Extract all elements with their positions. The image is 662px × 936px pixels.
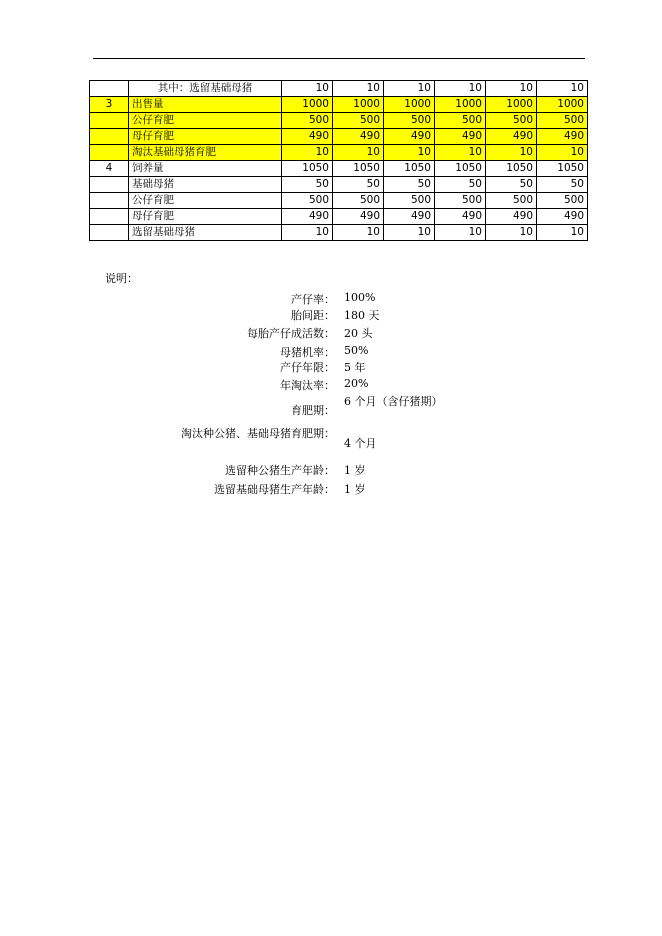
row-value: 500 [384,113,435,129]
row-value: 10 [435,81,486,97]
row-value: 10 [537,81,588,97]
row-label: 选留基础母猪 [129,225,282,241]
row-label: 母仔育肥 [129,129,282,145]
row-label: 公仔育肥 [129,193,282,209]
row-value: 10 [537,145,588,161]
row-value: 10 [384,81,435,97]
note-item [0,462,662,478]
row-value: 50 [486,177,537,193]
row-value: 10 [333,81,384,97]
row-label: 其中：选留基础母猪 [129,81,282,97]
row-label: 基础母猪 [129,177,282,193]
row-value: 490 [282,129,333,145]
row-value: 490 [537,129,588,145]
row-value: 500 [333,113,384,129]
row-value: 490 [435,209,486,225]
row-value: 1050 [537,161,588,177]
note-item [0,291,662,307]
row-value: 490 [384,129,435,145]
note-key: 母猪机率： [280,346,335,359]
row-index [90,225,129,241]
row-value: 10 [384,145,435,161]
row-value: 490 [333,129,384,145]
row-index [90,177,129,193]
row-value: 490 [537,209,588,225]
row-value: 50 [282,177,333,193]
row-value: 10 [486,145,537,161]
table-row [90,225,588,241]
row-value: 10 [282,81,333,97]
row-value: 10 [333,225,384,241]
table-row [90,145,588,161]
row-value: 1000 [537,97,588,113]
row-index: 4 [90,161,129,177]
note-item [0,325,662,341]
row-value: 490 [333,209,384,225]
row-value: 1000 [486,97,537,113]
row-value: 50 [537,177,588,193]
row-value: 10 [537,225,588,241]
notes-title: 说明： [105,272,138,285]
note-item [0,427,662,450]
row-value: 1000 [282,97,333,113]
note-key: 每胎产仔成活数： [247,327,335,340]
row-value: 490 [384,209,435,225]
note-key: 产仔率： [291,293,335,306]
row-value: 490 [486,129,537,145]
row-index [90,81,129,97]
row-value: 1000 [333,97,384,113]
note-key: 选留种公猪生产年龄： [225,464,335,477]
row-value: 10 [282,145,333,161]
note-item [0,395,662,417]
note-value: 20% [344,377,369,390]
row-value: 1000 [384,97,435,113]
row-label: 出售量 [129,97,282,113]
note-value: 50% [344,344,369,357]
note-item [0,307,662,323]
row-value: 500 [537,113,588,129]
table-row [90,161,588,177]
note-key: 胎间距： [291,309,335,322]
row-value: 50 [333,177,384,193]
note-item [0,344,662,360]
note-value: 20 头 [344,327,373,340]
note-value: 1 岁 [344,483,366,496]
row-index [90,209,129,225]
row-value: 1050 [282,161,333,177]
row-value: 10 [333,145,384,161]
table-row [90,97,588,113]
row-label: 公仔育肥 [129,113,282,129]
table-row [90,113,588,129]
row-value: 500 [486,193,537,209]
row-value: 1000 [435,97,486,113]
note-key: 产仔年限： [280,361,335,374]
row-value: 10 [282,225,333,241]
table-row [90,193,588,209]
row-value: 500 [384,193,435,209]
note-key: 年淘汰率： [280,379,335,392]
header-rule [93,58,585,59]
row-value: 500 [435,193,486,209]
row-index [90,145,129,161]
note-key: 育肥期： [291,404,335,417]
note-value: 5 年 [344,361,366,374]
row-value: 500 [282,193,333,209]
note-value: 100% [344,291,376,304]
table-row [90,81,588,97]
row-index [90,129,129,145]
row-value: 10 [435,225,486,241]
note-item [0,377,662,393]
note-value: 1 岁 [344,464,366,477]
row-value: 10 [435,145,486,161]
row-value: 1050 [333,161,384,177]
note-value: 4 个月 [344,437,377,450]
table-row [90,177,588,193]
row-index [90,193,129,209]
row-value: 10 [486,225,537,241]
row-value: 1050 [384,161,435,177]
note-key: 淘汰种公猪、基础母猪育肥期： [181,427,335,440]
note-item [0,359,662,375]
note-key: 选留基础母猪生产年龄： [214,483,335,496]
row-index: 3 [90,97,129,113]
row-value: 500 [486,113,537,129]
row-value: 50 [435,177,486,193]
row-value: 10 [486,81,537,97]
data-table [89,80,588,241]
row-value: 500 [537,193,588,209]
row-value: 500 [282,113,333,129]
row-label: 饲养量 [129,161,282,177]
table-row [90,129,588,145]
note-item [0,481,662,497]
row-label: 淘汰基础母猪育肥 [129,145,282,161]
row-value: 50 [384,177,435,193]
note-value: 6 个月（含仔猪期） [344,395,443,408]
row-value: 1050 [435,161,486,177]
row-index [90,113,129,129]
row-value: 10 [384,225,435,241]
row-label: 母仔育肥 [129,209,282,225]
row-value: 490 [282,209,333,225]
note-value: 180 天 [344,309,380,322]
table-row [90,209,588,225]
row-value: 500 [333,193,384,209]
row-value: 490 [435,129,486,145]
row-value: 1050 [486,161,537,177]
row-value: 490 [486,209,537,225]
row-value: 500 [435,113,486,129]
